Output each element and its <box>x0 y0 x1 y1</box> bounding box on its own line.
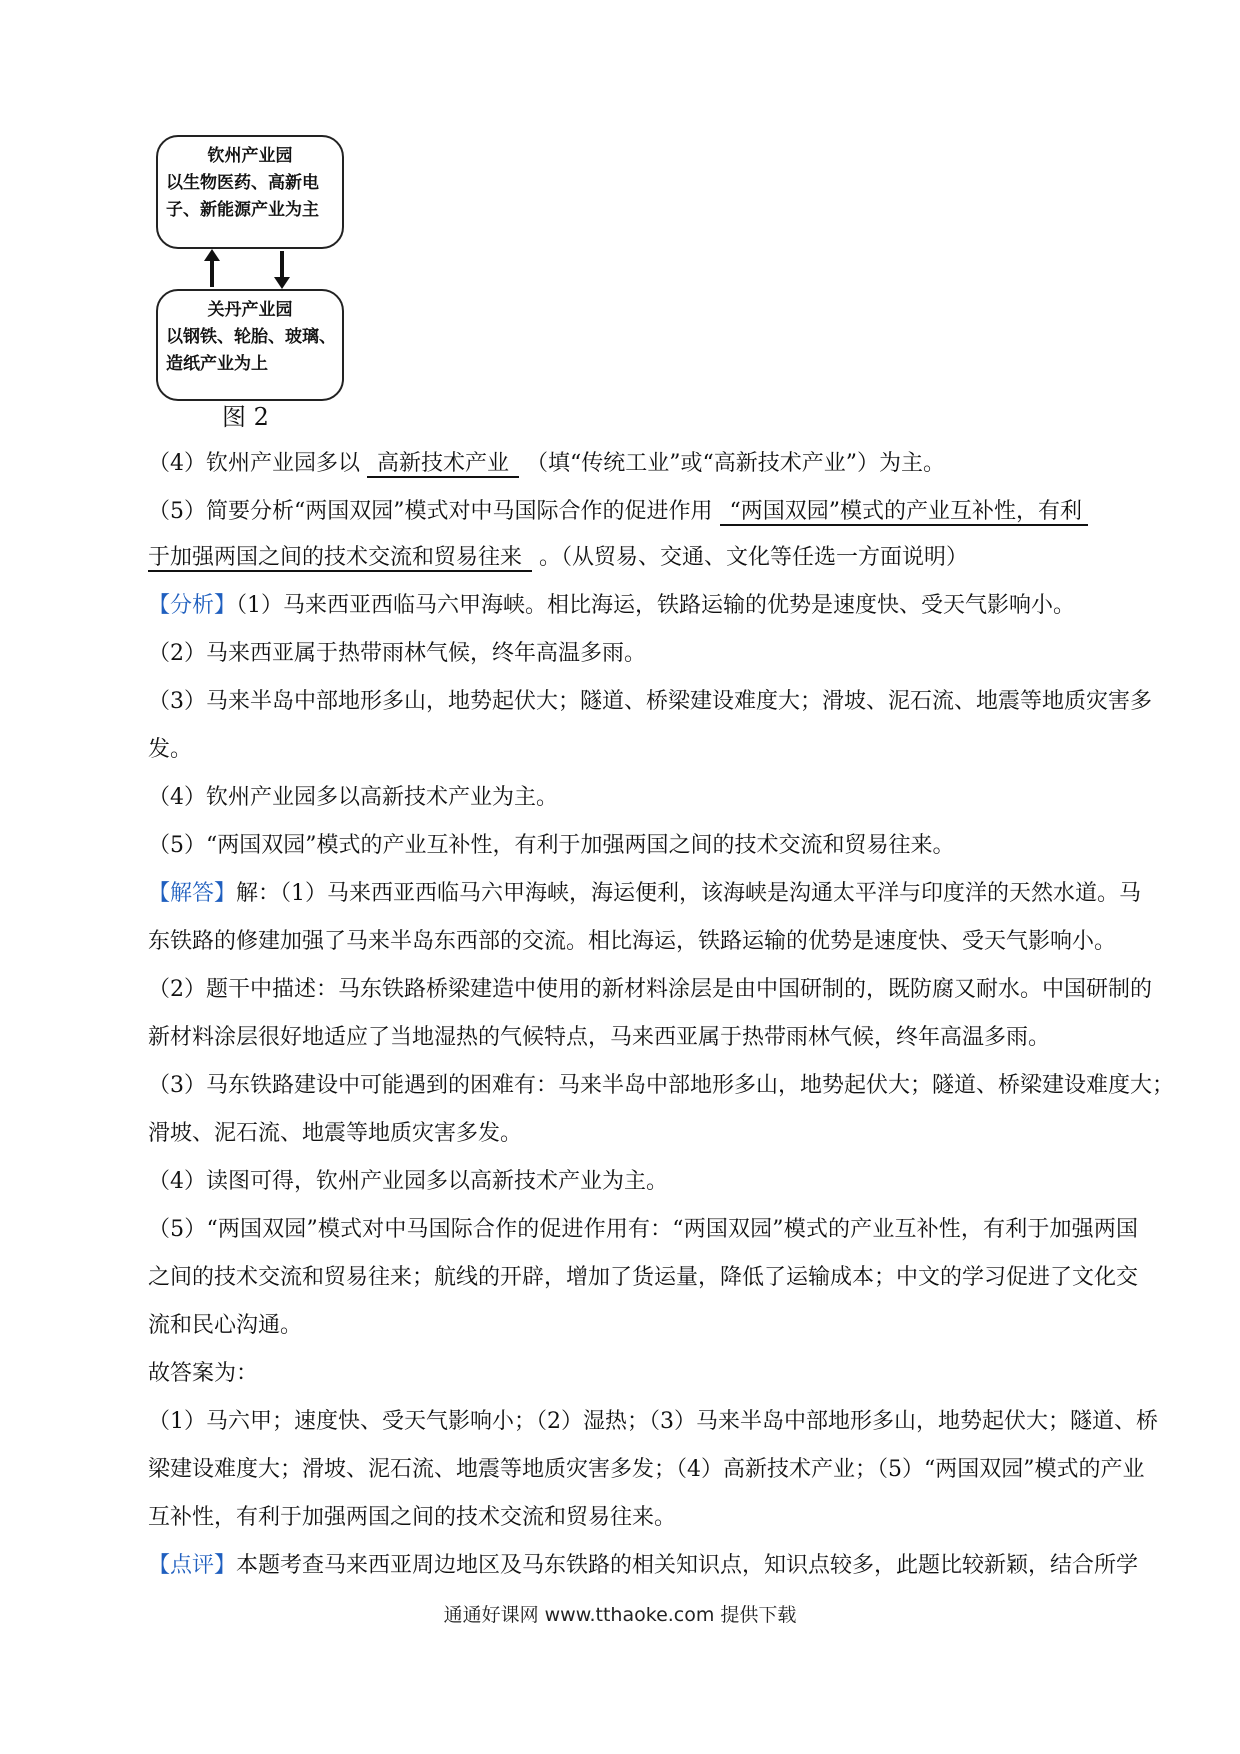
analysis-line-3a: （3）马来半岛中部地形多山，地势起伏大；隧道、桥梁建设难度大；滑坡、泥石流、地震等地质灾害多 <box>148 689 1153 714</box>
q4-prefix: （4）钦州产业园多以 <box>148 451 360 476</box>
q5-prefix: （5）简要分析“两国双园”模式对中马国际合作的促进作用 <box>148 499 713 524</box>
question-5-line-2 <box>148 542 1138 574</box>
analysis-line-2: （2）马来西亚属于热带雨林气候，终年高温多雨。 <box>148 641 646 666</box>
q4-answer: 高新技术产业 <box>367 451 519 478</box>
analysis-tag: 【分析】 <box>148 593 237 618</box>
page-footer: 通通好课网 www.tthaoke.com 提供下载 <box>443 1604 797 1626</box>
up-arrow <box>204 249 220 287</box>
q4-suffix: （填“传统工业”或“高新技术产业”）为主。 <box>526 451 946 476</box>
kuantan-park-line-1: 以钢铁、轮胎、玻璃、 <box>166 327 336 347</box>
analysis-text-1: （1）马来西亚西临马六甲海峡。相比海运，铁路运输的优势是速度快、受天气影响小。 <box>236 593 1076 618</box>
analysis-line-4: （4）钦州产业园多以高新技术产业为主。 <box>148 785 558 810</box>
comment-text-1: 本题考查马来西亚周边地区及马东铁路的相关知识点，知识点较多，此题比较新颖，结合所学 <box>236 1553 1139 1578</box>
qinzhou-park-line-1: 以生物医药、高新电 <box>166 173 319 193</box>
q5-suffix: 。（从贸易、交通、文化等任选一方面说明） <box>539 545 969 570</box>
answer-line-14: 互补性，有利于加强两国之间的技术交流和贸易往来。 <box>148 1505 677 1530</box>
answer-text-1: 解：（1）马来西亚西临马六甲海峡，海运便利，该海峡是沟通太平洋与印度洋的天然水道。马 <box>236 881 1142 906</box>
analysis-line-1 <box>148 590 1138 622</box>
exchange-arrows <box>200 249 300 289</box>
figure-caption: 图 2 <box>222 403 269 431</box>
qinzhou-park-box <box>156 135 344 249</box>
answer-line-11: 故答案为： <box>148 1361 259 1386</box>
down-arrow <box>274 251 290 289</box>
analysis-line-3b: 发。 <box>148 737 193 762</box>
answer-line-4: 新材料涂层很好地适应了当地湿热的气候特点，马来西亚属于热带雨林气候，终年高温多雨。 <box>148 1025 1051 1050</box>
analysis-line-5: （5）“两国双园”模式的产业互补性，有利于加强两国之间的技术交流和贸易往来。 <box>148 833 955 858</box>
comment-line-1 <box>148 1550 1138 1582</box>
q5-answer-part-1: “两国双园”模式的产业互补性，有利 <box>720 499 1089 526</box>
kuantan-park-line-2: 造纸产业为上 <box>166 354 268 374</box>
answer-line-12: （1）马六甲；速度快、受天气影响小；（2）湿热；（3）马来半岛中部地形多山，地势起伏大；隧道、桥 <box>148 1409 1158 1434</box>
kuantan-park-title: 关丹产业园 <box>207 300 293 320</box>
q5-answer-part-2: 于加强两国之间的技术交流和贸易往来 <box>148 545 532 572</box>
comment-tag: 【点评】 <box>148 1553 237 1578</box>
answer-line-10: 流和民心沟通。 <box>148 1313 303 1338</box>
answer-line-8: （5）“两国双园”模式对中马国际合作的促进作用有：“两国双园”模式的产业互补性，有利于加强两国 <box>148 1217 1138 1242</box>
answer-line-5: （3）马东铁路建设中可能遇到的困难有：马来半岛中部地形多山，地势起伏大；隧道、桥梁建设难度大； <box>148 1073 1175 1098</box>
answer-line-9: 之间的技术交流和贸易往来；航线的开辟，增加了货运量，降低了运输成本；中文的学习促进了文化交 <box>148 1265 1139 1290</box>
kuantan-park-box <box>156 289 344 401</box>
industry-park-diagram <box>150 135 350 435</box>
answer-line-1 <box>148 878 1142 910</box>
answer-line-2: 东铁路的修建加强了马来半岛东西部的交流。相比海运，铁路运输的优势是速度快、受天气影响小。 <box>148 929 1117 954</box>
answer-tag: 【解答】 <box>148 881 237 906</box>
qinzhou-park-line-2: 子、新能源产业为主 <box>166 200 319 220</box>
question-5-line-1 <box>148 496 1138 528</box>
qinzhou-park-title: 钦州产业园 <box>207 146 293 166</box>
answer-line-3: （2）题干中描述：马东铁路桥梁建造中使用的新材料涂层是由中国研制的，既防腐又耐水。中国研制的 <box>148 977 1153 1002</box>
answer-line-6: 滑坡、泥石流、地震等地质灾害多发。 <box>148 1121 523 1146</box>
answer-line-7: （4）读图可得，钦州产业园多以高新技术产业为主。 <box>148 1169 668 1194</box>
answer-line-13: 梁建设难度大；滑坡、泥石流、地震等地质灾害多发；（4）高新技术产业；（5）“两国双园”模式的产业 <box>148 1457 1145 1482</box>
question-4 <box>148 448 1138 480</box>
